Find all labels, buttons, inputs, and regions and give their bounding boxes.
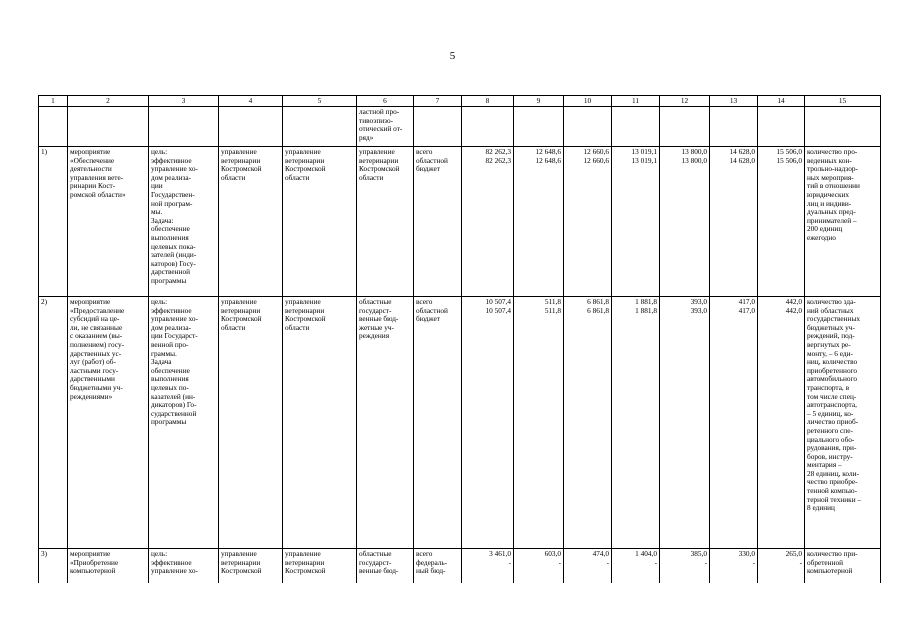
amount-year: 13 800,0 13 800,0 — [660, 147, 710, 297]
amount-year: 511,8 511,8 — [514, 297, 564, 549]
amount-year: 1 881,8 1 881,8 — [612, 297, 660, 549]
co-executor: управление ветеринарии Костромской области — [283, 297, 357, 549]
co-executor: управление ветеринарии Костромской области — [283, 147, 357, 297]
expected-result: количество про- веденных кон- трольно-надзор- ных мероприя- тий в отношении юридических лиц и индиви- дуальных пред- принимателей – 200 единиц ежегодно — [805, 147, 881, 297]
row-number: 1) — [39, 147, 68, 297]
header-cell: 13 — [710, 96, 758, 107]
amount-total: 3 461,0 - — [462, 549, 514, 583]
event-name: мероприятие «Приобретение компьютерной — [68, 549, 149, 583]
expected-result: количество зда- ний областных государственных бюджетных уч- реждений, под- вергнутых ре- монту, – 6 еди- ниц, количество приобретенного автомобильного транспорта, в том числе спец- автотранспорта, – 5 единиц, ко- личество приоб- ретенного спе- циального обо- рудования, при- боров, инстру- ментария – 28 единиц, коли- чество приобре- тенной компью- терной техники – 8 единиц — [805, 297, 881, 549]
row-number: 3) — [39, 549, 68, 583]
continuation-row — [39, 107, 881, 147]
amount-year: 15 506,0 15 506,0 — [758, 147, 805, 297]
header-cell: 5 — [283, 96, 357, 107]
header-cell: 4 — [219, 96, 283, 107]
participant: управление ветеринарии Костромской области — [357, 147, 414, 297]
header-cell: 2 — [68, 96, 149, 107]
participant: областные государст- венные бюд- жетные уч- реждения — [357, 297, 414, 549]
responsible-executor: управление ветеринарии Костромской области — [219, 297, 283, 549]
funding-source: всего областной бюджет — [414, 147, 462, 297]
header-cell: 14 — [758, 96, 805, 107]
goal-text: цель: эффективное управление хо- дом реализа- ции Государст- венной про- граммы. Задача обеспечение выполнения целевых по- казателей (ин- дикаторов) Го- сударственной программы — [149, 297, 219, 549]
amount-total: 82 262,3 82 262,3 — [462, 147, 514, 297]
goal-text: цель: эффективное управление хо- — [149, 549, 219, 583]
responsible-executor: управление ветеринарии Костромской — [219, 549, 283, 583]
funding-source: всего федераль- ный бюд- — [414, 549, 462, 583]
page-number: 5 — [449, 50, 456, 62]
amount-year: 603,0 - — [514, 549, 564, 583]
header-cell: 11 — [612, 96, 660, 107]
participant: областные государст- венные бюд- — [357, 549, 414, 583]
amount-year: 12 660,6 12 660,6 — [564, 147, 612, 297]
header-row — [39, 96, 881, 107]
row-number: 2) — [39, 297, 68, 549]
amount-year: 12 648,6 12 648,6 — [514, 147, 564, 297]
header-cell: 1 — [39, 96, 68, 107]
amount-year: 1 404,0 - — [612, 549, 660, 583]
amount-year: 385,0 - — [660, 549, 710, 583]
amount-year: 330,0 - — [710, 549, 758, 583]
header-cell: 12 — [660, 96, 710, 107]
event-name: мероприятие «Обеспечение деятельности управления вете- ринарии Кост- ромской области» — [68, 147, 149, 297]
header-cell: 10 — [564, 96, 612, 107]
co-executor: управление ветеринарии Костромской — [283, 549, 357, 583]
amount-year: 265,0 - — [758, 549, 805, 583]
funding-source: всего областной бюджет — [414, 297, 462, 549]
header-cell: 15 — [805, 96, 881, 107]
amount-year: 474,0 - — [564, 549, 612, 583]
amount-year: 13 019,1 13 019,1 — [612, 147, 660, 297]
table-row — [39, 297, 881, 549]
table-row — [39, 147, 881, 297]
header-cell: 6 — [357, 96, 414, 107]
responsible-executor: управление ветеринарии Костромской области — [219, 147, 283, 297]
expected-result: количество при- обретенной компьютерной — [805, 549, 881, 583]
goal-text: цель: эффективное управление хо- дом реализа- ции Государствен- ной програм- мы. Задача: обеспечение выполнения целевых пока- зателей (инди- каторов) Госу- дарственной программы — [149, 147, 219, 297]
amount-year: 417,0 417,0 — [710, 297, 758, 549]
amount-total: 10 507,4 10 507,4 — [462, 297, 514, 549]
table-row — [39, 549, 881, 583]
amount-year: 442,0 442,0 — [758, 297, 805, 549]
amount-year: 14 628,0 14 628,0 — [710, 147, 758, 297]
header-cell: 3 — [149, 96, 219, 107]
header-cell: 7 — [414, 96, 462, 107]
event-name: мероприятие «Предоставление субсидий на це- ли, не связанные с оказанием (вы- полнением) госу- дарственных ус- луг (работ) об- ластными госу- дарственными бюджетными уч- реждениями» — [68, 297, 149, 549]
program-table — [38, 95, 881, 583]
continuation-executor: ластной про- тивоэпизо- отический от- ряд» — [357, 107, 414, 147]
amount-year: 6 861,8 6 861,8 — [564, 297, 612, 549]
header-cell: 8 — [462, 96, 514, 107]
header-cell: 9 — [514, 96, 564, 107]
amount-year: 393,0 393,0 — [660, 297, 710, 549]
